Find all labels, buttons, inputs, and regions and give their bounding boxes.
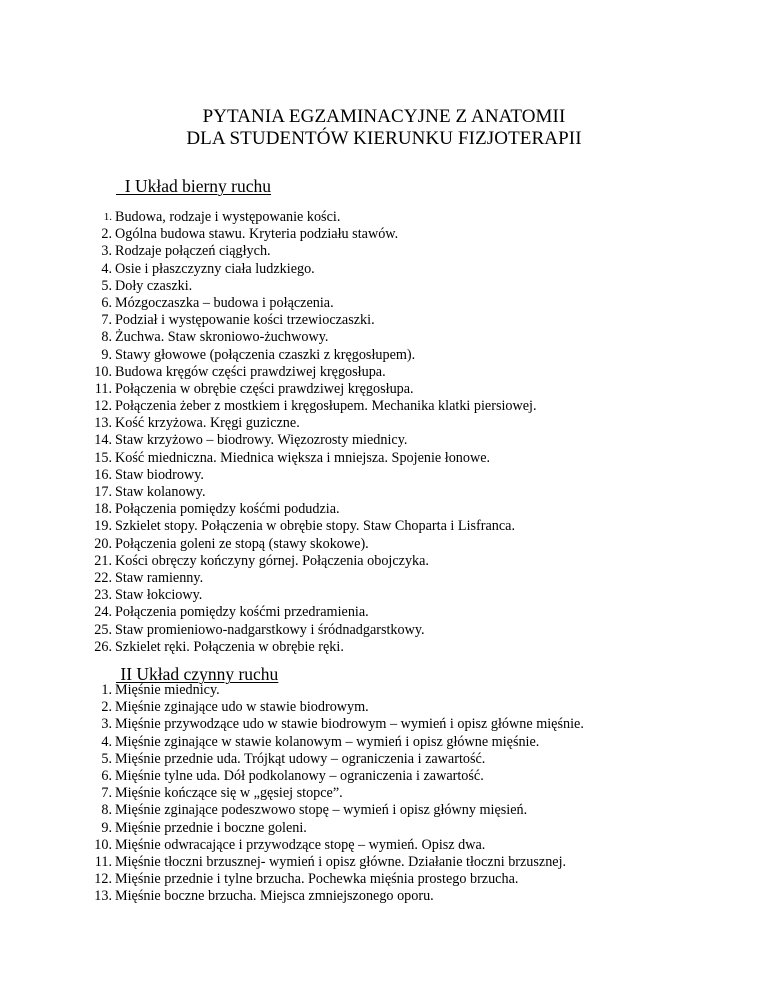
- question-item: [0, 587, 768, 604]
- question-text: Mózgoczaszka – budowa i połączenia.: [115, 294, 334, 311]
- question-number: 25.: [94, 621, 112, 638]
- question-item: [0, 415, 768, 432]
- question-text: Doły czaszki.: [115, 277, 193, 294]
- question-number: 2.: [101, 699, 112, 716]
- question-text: Kość krzyżowa. Kręgi guziczne.: [115, 415, 300, 432]
- question-number: 14.: [94, 432, 112, 449]
- question-number: 6.: [101, 767, 112, 784]
- question-item: [0, 622, 768, 639]
- question-item: [0, 312, 768, 329]
- question-number: 4.: [101, 733, 112, 750]
- question-number: 11.: [94, 380, 112, 397]
- question-text: Staw krzyżowo – biodrowy. Więzozrosty miednicy.: [115, 432, 408, 449]
- question-text: Połączenia żeber z mostkiem i kręgosłupem. Mechanika klatki piersiowej.: [115, 398, 537, 415]
- question-text: Mięśnie przywodzące udo w stawie biodrowym – wymień i opisz główne mięśnie.: [115, 716, 584, 733]
- question-number: 12.: [94, 871, 112, 888]
- question-item: [0, 518, 768, 535]
- question-item: [0, 536, 768, 553]
- question-text: Staw promieniowo-nadgarstkowy i śródnadgarstkowy.: [115, 621, 425, 638]
- question-item: [0, 432, 768, 449]
- question-text: Staw łokciowy.: [115, 587, 203, 604]
- question-number: 15.: [94, 449, 112, 466]
- question-text: Mięśnie boczne brzucha. Miejsca zmniejszonego oporu.: [115, 888, 434, 905]
- question-text: Szkielet ręki. Połączenia w obrębie ręki.: [115, 638, 344, 655]
- section-heading-passive-movement: I Układ bierny ruchu: [116, 176, 272, 196]
- question-text: Połączenia pomiędzy kośćmi przedramienia.: [115, 604, 369, 621]
- document-title-line-1: PYTANIA EGZAMINACYJNE Z ANATOMII: [202, 106, 566, 127]
- question-text: Mięśnie tłoczni brzusznej- wymień i opisz główne. Działanie tłoczni brzusznej.: [115, 853, 567, 870]
- question-number: 9.: [101, 346, 112, 363]
- question-item: [0, 278, 768, 295]
- question-number: 26.: [94, 638, 112, 655]
- question-item: [0, 381, 768, 398]
- question-text: Mięśnie tylne uda. Dół podkolanowy – ograniczenia i zawartość.: [115, 767, 484, 784]
- question-item: [0, 785, 768, 802]
- question-number: 3.: [101, 716, 112, 733]
- question-item: [0, 347, 768, 364]
- question-number: 23.: [94, 587, 112, 604]
- question-item: [0, 768, 768, 785]
- question-number: 8.: [101, 802, 112, 819]
- question-text: Osie i płaszczyzny ciała ludzkiego.: [115, 260, 315, 277]
- document-title-line-2: DLA STUDENTÓW KIERUNKU FIZJOTERAPII: [186, 128, 582, 149]
- question-number: 22.: [94, 569, 112, 586]
- question-text: Mięśnie przednie i boczne goleni.: [115, 819, 307, 836]
- question-number: 9.: [101, 819, 112, 836]
- question-item: [0, 209, 768, 226]
- question-number: 5.: [101, 277, 112, 294]
- question-text: Ogólna budowa stawu. Kryteria podziału stawów.: [115, 226, 399, 243]
- question-number: 11.: [94, 853, 112, 870]
- question-text: Podział i występowanie kości trzewioczaszki.: [115, 312, 375, 329]
- question-text: Mięśnie zginające w stawie kolanowym – wymień i opisz główne mięśnie.: [115, 733, 540, 750]
- question-text: Kości obręczy kończyny górnej. Połączenia obojczyka.: [115, 552, 429, 569]
- question-number: 3.: [101, 243, 112, 260]
- question-number: 7.: [101, 312, 112, 329]
- question-item: [0, 364, 768, 381]
- question-number: 20.: [94, 535, 112, 552]
- question-text: Połączenia w obrębie części prawdziwej kręgosłupa.: [115, 380, 414, 397]
- question-number: 8.: [101, 329, 112, 346]
- question-number: 13.: [94, 415, 112, 432]
- question-number: 12.: [94, 398, 112, 415]
- question-item: [0, 682, 768, 699]
- question-text: Staw biodrowy.: [115, 466, 204, 483]
- question-number: 24.: [94, 604, 112, 621]
- question-text: Rodzaje połączeń ciągłych.: [115, 243, 271, 260]
- question-number: 18.: [94, 501, 112, 518]
- question-item: [0, 467, 768, 484]
- question-item: [0, 837, 768, 854]
- question-item: [0, 261, 768, 278]
- question-number: 4.: [101, 260, 112, 277]
- question-text: Mięśnie miednicy.: [115, 682, 220, 698]
- question-list-section-1: [0, 209, 768, 656]
- question-item: [0, 820, 768, 837]
- question-text: Żuchwa. Staw skroniowo-żuchwowy.: [115, 329, 329, 346]
- question-number: 13.: [94, 888, 112, 905]
- question-number: 2.: [101, 226, 112, 243]
- question-number: 21.: [94, 552, 112, 569]
- question-number: 17.: [94, 484, 112, 500]
- question-item: [0, 699, 768, 716]
- question-text: Połączenia pomiędzy kośćmi podudzia.: [115, 501, 340, 518]
- question-item: [0, 295, 768, 312]
- section-heading-active-movement: II Układ czynny ruchu: [116, 664, 279, 684]
- question-text: Połączenia goleni ze stopą (stawy skokowe).: [115, 535, 369, 552]
- question-item: [0, 734, 768, 751]
- question-item: [0, 854, 768, 871]
- question-text: Staw ramienny.: [115, 569, 204, 586]
- question-number: 6.: [101, 294, 112, 311]
- question-item: [0, 751, 768, 768]
- question-item: [0, 570, 768, 587]
- question-number: 1.: [103, 211, 112, 223]
- question-text: Mięśnie odwracające i przywodzące stopę – wymień. Opisz dwa.: [115, 836, 486, 853]
- question-text: Mięśnie kończące się w „gęsiej stopce”.: [115, 785, 343, 802]
- question-item: [0, 243, 768, 260]
- question-text: Budowa, rodzaje i występowanie kości.: [115, 209, 341, 225]
- question-item: [0, 716, 768, 733]
- question-number: 1.: [101, 682, 112, 698]
- question-item: [0, 501, 768, 518]
- question-list-section-2: [0, 682, 768, 905]
- question-item: [0, 888, 768, 905]
- question-item: [0, 226, 768, 243]
- question-text: Szkielet stopy. Połączenia w obrębie stopy. Staw Choparta i Lisfranca.: [115, 518, 516, 535]
- question-item: [0, 450, 768, 467]
- question-number: 5.: [101, 750, 112, 767]
- question-text: Mięśnie przednie i tylne brzucha. Pochewka mięśnia prostego brzucha.: [115, 871, 519, 888]
- question-item: [0, 484, 768, 501]
- question-text: Mięśnie przednie uda. Trójkąt udowy – ograniczenia i zawartość.: [115, 750, 486, 767]
- question-number: 10.: [94, 836, 112, 853]
- question-item: [0, 329, 768, 346]
- question-item: [0, 553, 768, 570]
- question-number: 7.: [101, 785, 112, 802]
- question-text: Mięśnie zginające podeszwowo stopę – wymień i opisz główny mięsień.: [115, 802, 528, 819]
- question-text: Mięśnie zginające udo w stawie biodrowym.: [115, 699, 369, 716]
- question-item: [0, 871, 768, 888]
- question-item: [0, 604, 768, 621]
- question-item: [0, 398, 768, 415]
- question-text: Stawy głowowe (połączenia czaszki z kręgosłupem).: [115, 346, 416, 363]
- question-number: 10.: [94, 363, 112, 380]
- question-item: [0, 639, 768, 656]
- question-text: Kość miedniczna. Miednica większa i mniejsza. Spojenie łonowe.: [115, 449, 491, 466]
- question-number: 16.: [94, 466, 112, 483]
- question-item: [0, 802, 768, 819]
- question-number: 19.: [94, 518, 112, 535]
- question-text: Budowa kręgów części prawdziwej kręgosłupa.: [115, 363, 386, 380]
- question-text: Staw kolanowy.: [115, 484, 206, 500]
